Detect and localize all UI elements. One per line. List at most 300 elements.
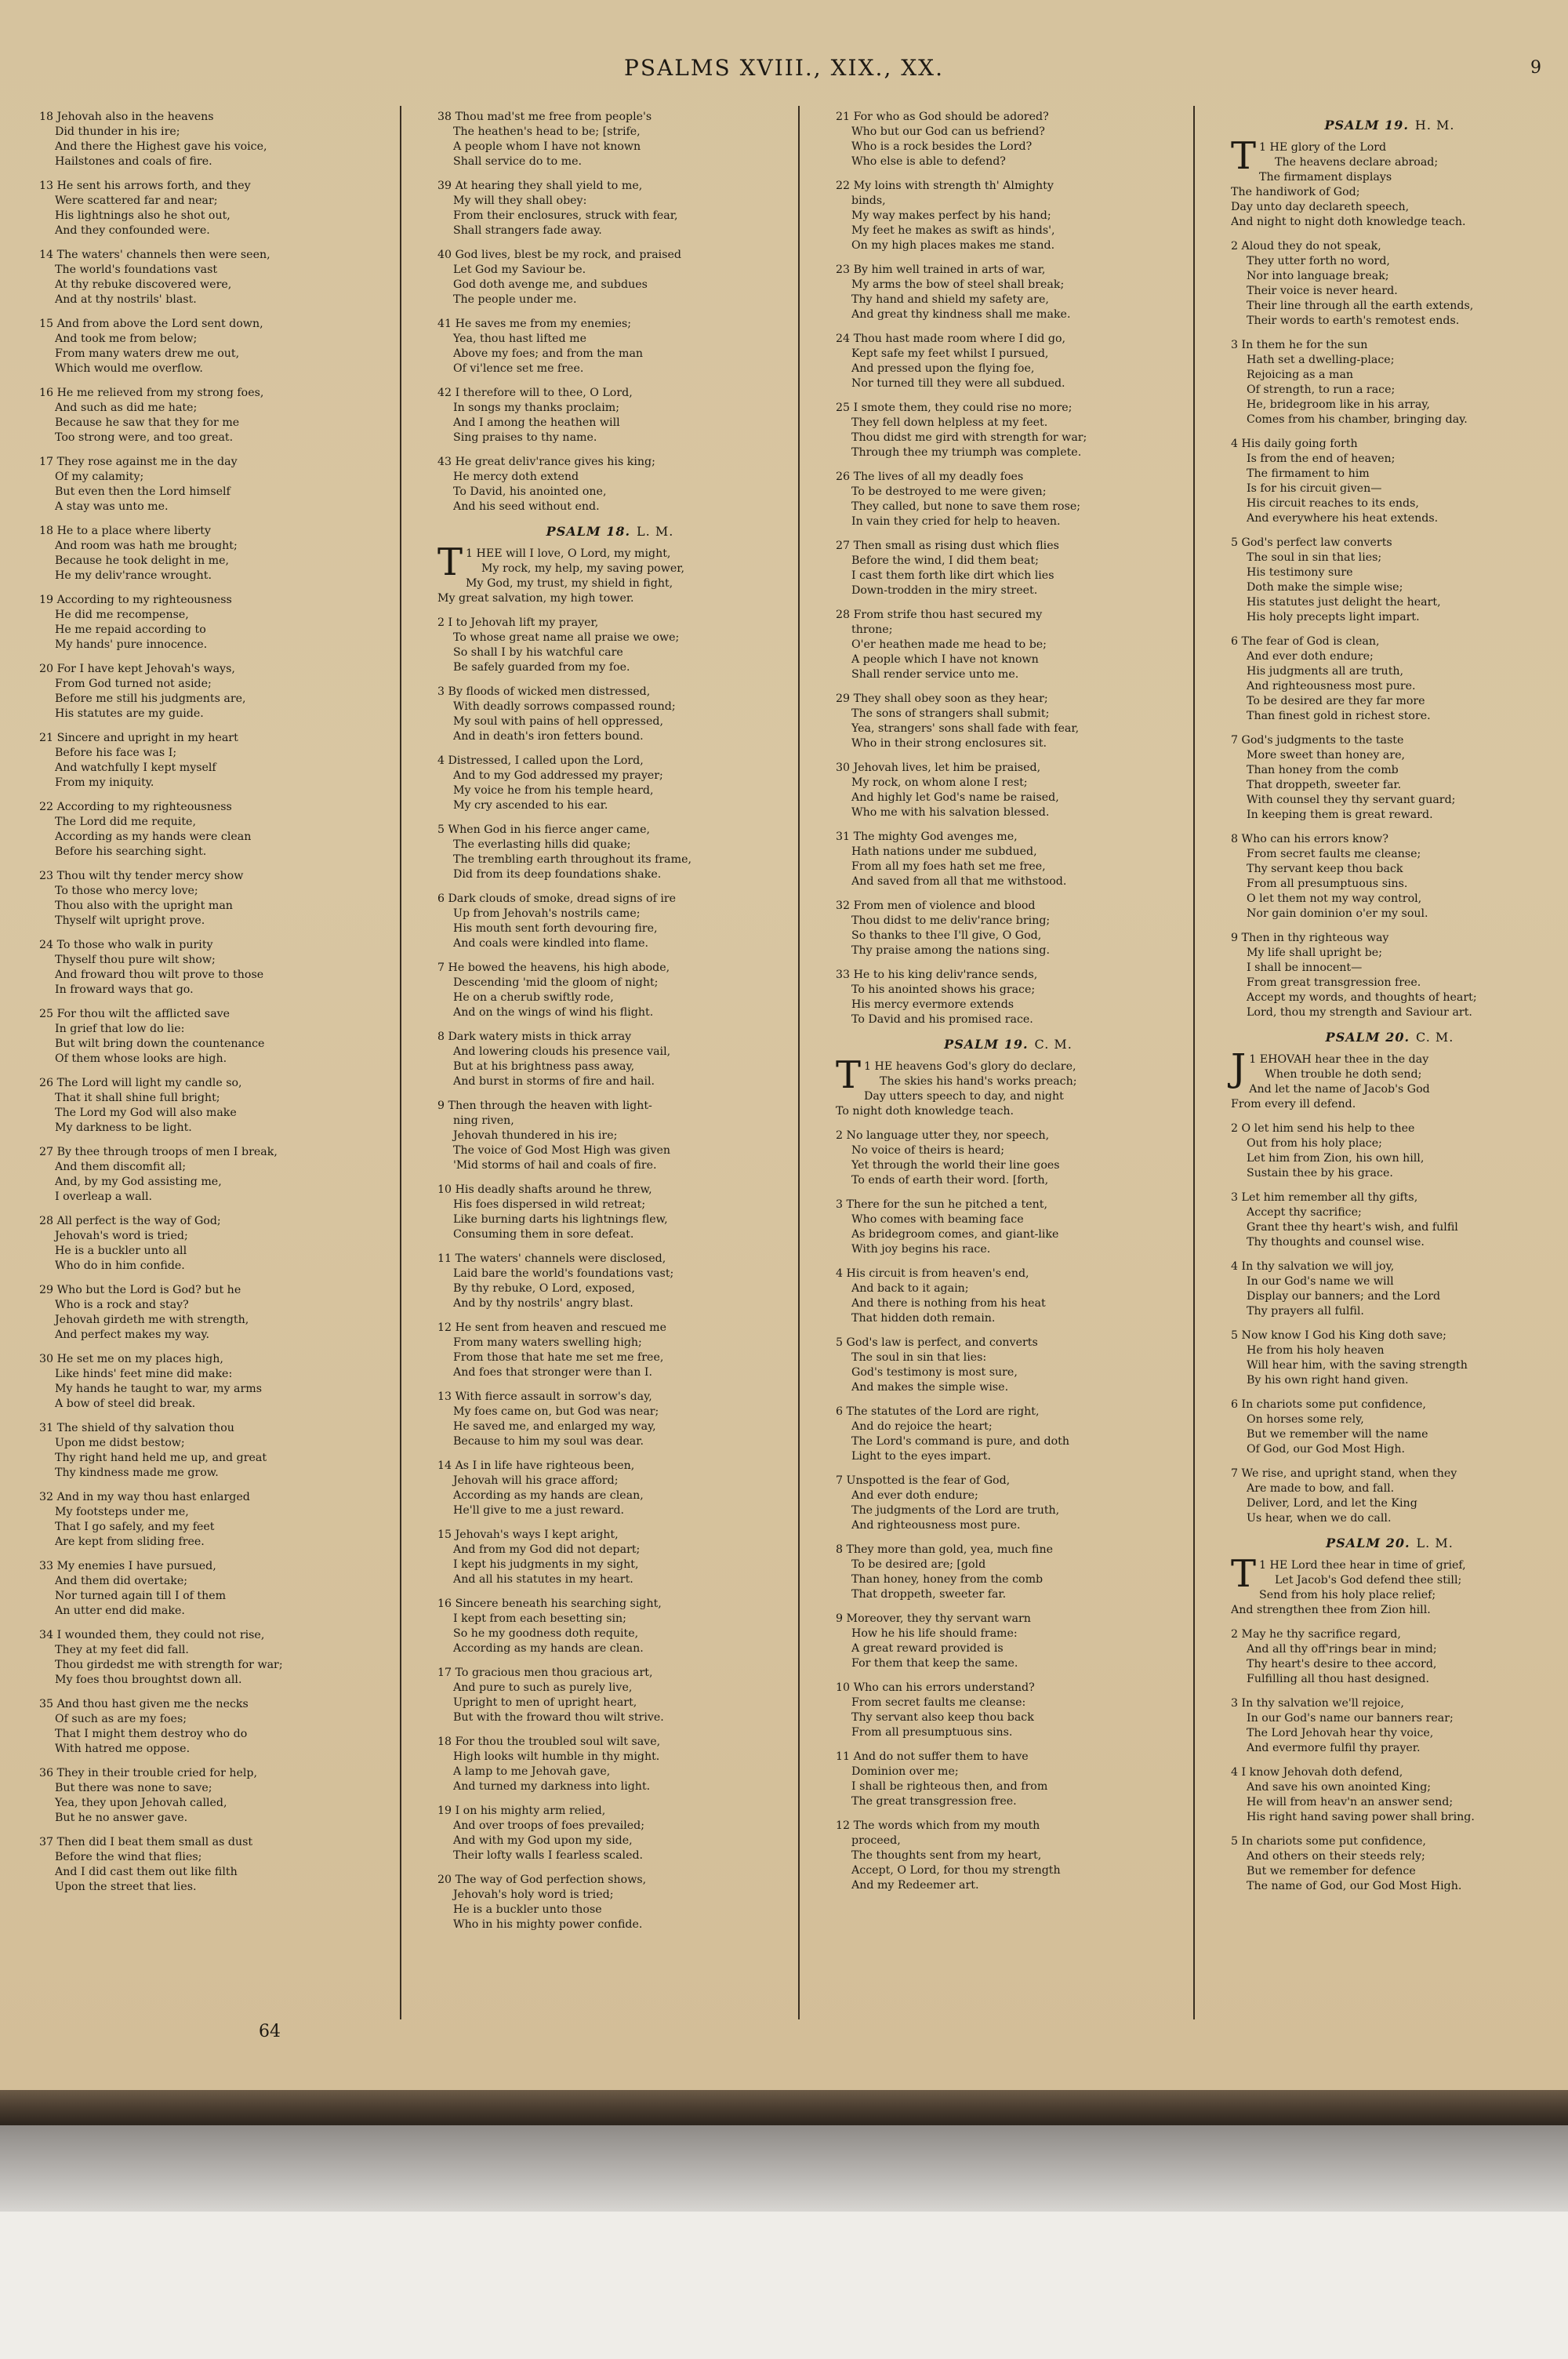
verse-line: Yea, strangers' sons shall fade with fear,: [851, 722, 1080, 735]
verse-line: throne;: [851, 623, 893, 636]
verse-line: 3 Let him remember all thy gifts,: [1231, 1191, 1418, 1204]
verse-line: 3 In them he for the sun: [1231, 339, 1368, 351]
verse: [1231, 1190, 1548, 1250]
verse-line: Let him from Zion, his own hill,: [1247, 1152, 1425, 1165]
psalm-title: PSALM 19.: [1324, 118, 1409, 133]
verse-line: And to my God addressed my prayer;: [453, 769, 663, 782]
verse-line: O let them not my way control,: [1247, 892, 1422, 905]
verse-line: How he his life should frame:: [851, 1627, 1018, 1640]
verse: [836, 539, 1181, 598]
verse-line: The Lord's command is pure, and doth: [851, 1435, 1070, 1448]
verse: [1231, 733, 1548, 823]
verse: [39, 179, 384, 238]
verse-line: Fulfilling all thou hast designed.: [1247, 1673, 1429, 1685]
verse-line: My God, my trust, my shield in fight,: [466, 577, 673, 590]
verse-line: He on a cherub swiftly rode,: [453, 991, 614, 1004]
verse-line: And foes that stronger were than I.: [453, 1366, 652, 1379]
verse-line: In our God's name we will: [1247, 1275, 1394, 1288]
verse: [836, 692, 1181, 751]
verse-line: The thoughts sent from my heart,: [851, 1849, 1042, 1862]
verse-line: He did me recompense,: [55, 609, 189, 621]
verse-line: Rejoicing as a man: [1247, 369, 1354, 381]
verse-line: The Lord my God will also make: [55, 1107, 237, 1119]
column-divider: [798, 106, 800, 2019]
verse-line: The soul in sin that lies;: [1247, 551, 1382, 564]
verse-line: And let the name of Jacob's God: [1249, 1083, 1430, 1096]
verse-line: Thyself wilt upright prove.: [55, 914, 205, 927]
verse: [39, 731, 384, 791]
verse-line: 14 As I in life have righteous been,: [437, 1459, 635, 1472]
verse-line: My way makes perfect by his hand;: [851, 209, 1051, 222]
verse-line: 6 In chariots some put confidence,: [1231, 1398, 1426, 1411]
verse-line: 9 Then through the heaven with light-: [437, 1100, 652, 1112]
verse-line: And righteousness most pure.: [1247, 680, 1416, 692]
drop-cap: T: [836, 1053, 862, 1097]
verse: [1231, 931, 1548, 1020]
verse-line: 37 Then did I beat them small as dust: [39, 1836, 253, 1848]
verse-line: 5 God's law is perfect, and converts: [836, 1336, 1038, 1349]
verse-line: His statutes are my guide.: [55, 707, 204, 720]
verse-line: More sweet than honey are,: [1247, 749, 1406, 761]
verse-line: And burst in storms of fire and hail.: [453, 1075, 655, 1088]
verse-line: And by thy nostrils' angry blast.: [453, 1297, 633, 1310]
verse-line: Jehovah's holy word is tried;: [453, 1888, 614, 1901]
verse-line: And evermore fulfil thy prayer.: [1247, 1742, 1421, 1754]
verse-line: 1 HEE will I love, O Lord, my might,: [466, 547, 671, 560]
verse: [437, 317, 782, 376]
verse-line: Because he took delight in me,: [55, 554, 230, 567]
verse-line: From all presumptuous sins.: [851, 1726, 1013, 1739]
verse-line: 18 For thou the troubled soul wilt save,: [437, 1736, 661, 1748]
verse: [1231, 134, 1548, 230]
verse-line: To whose great name all praise we owe;: [453, 631, 680, 644]
verse: [1231, 1627, 1548, 1687]
verse-line: For them that keep the same.: [851, 1657, 1018, 1670]
verse-line: My rock, on whom alone I rest;: [851, 776, 1028, 789]
verse-line: And ever doth endure;: [851, 1489, 978, 1502]
verse: [1231, 1046, 1548, 1112]
verse-line: 24 To those who walk in purity: [39, 939, 213, 951]
verse: [437, 1321, 782, 1380]
verse-line: Who else is able to defend?: [851, 155, 1006, 168]
verse-line: Laid bare the world's foundations vast;: [453, 1267, 674, 1280]
verse-line: Like burning darts his lightnings flew,: [453, 1213, 668, 1226]
verse-line: A great reward provided is: [851, 1642, 1004, 1655]
verse-line: 27 By thee through troops of men I break,: [39, 1146, 278, 1158]
verse-line: The voice of God Most High was given: [453, 1144, 670, 1157]
verse-line: But he no answer gave.: [55, 1812, 188, 1824]
verse: [39, 1214, 384, 1274]
verse: [39, 593, 384, 652]
verse-line: 35 And thou hast given me the necks: [39, 1698, 249, 1710]
drop-cap: J: [1231, 1046, 1247, 1090]
verse-line: And turned my darkness into light.: [453, 1780, 651, 1793]
verse-line: In froward ways that go.: [55, 983, 194, 996]
verse-line: But at his brightness pass away,: [453, 1060, 635, 1073]
drop-cap: T: [437, 540, 463, 584]
verse: [437, 961, 782, 1020]
verse-line: Up from Jehovah's nostrils came;: [453, 907, 641, 920]
verse-line: In songs my thanks proclaim;: [453, 402, 620, 414]
verse-line: 21 Sincere and upright in my heart: [39, 732, 238, 744]
verse: [39, 1352, 384, 1412]
verse-line: Of my calamity;: [55, 471, 144, 483]
verse: [437, 1597, 782, 1656]
verse-line: Day unto day declareth speech,: [1231, 201, 1410, 213]
verse: [836, 608, 1181, 682]
verse-line: Shall strangers fade away.: [453, 224, 602, 237]
verse-line: 6 The statutes of the Lord are right,: [836, 1405, 1040, 1418]
verse: [437, 1804, 782, 1863]
verse-line: And on the wings of wind his flight.: [453, 1006, 654, 1019]
verse-line: A bow of steel did break.: [55, 1398, 196, 1410]
verse-line: O'er heathen made me head to be;: [851, 638, 1047, 651]
verse-line: Thy prayers all fulfil.: [1247, 1305, 1364, 1318]
verse: [39, 938, 384, 998]
verse: [437, 892, 782, 951]
verse-line: 2 May he thy sacrifice regard,: [1231, 1628, 1401, 1641]
verse-line: Upon me didst bestow;: [55, 1437, 185, 1449]
verse: [836, 263, 1181, 322]
verse-line: From great transgression free.: [1247, 976, 1421, 989]
text-column-4: [1231, 110, 1548, 1903]
verse-line: But with the froward thou wilt strive.: [453, 1711, 664, 1724]
verse: [836, 1129, 1181, 1188]
verse: [1231, 634, 1548, 724]
column-divider: [1193, 106, 1195, 2019]
verse-line: 2 Aloud they do not speak,: [1231, 240, 1381, 253]
verse-line: That hidden doth remain.: [851, 1312, 996, 1325]
psalm-meter: C. M.: [1416, 1030, 1454, 1045]
verse-line: My footsteps under me,: [55, 1506, 189, 1518]
verse-line: From those that hate me set me free,: [453, 1351, 664, 1364]
verse-line: 4 I know Jehovah doth defend,: [1231, 1766, 1403, 1779]
verse-line: To David and his promised race.: [851, 1013, 1033, 1026]
verse-line: 2 I to Jehovah lift my prayer,: [437, 616, 599, 629]
verse-line: Before his searching sight.: [55, 845, 207, 858]
verse-line: 9 Moreover, they thy servant warn: [836, 1612, 1031, 1625]
verse: [1231, 1467, 1548, 1526]
verse: [437, 754, 782, 813]
text-column-1: [39, 110, 384, 1904]
verse-line: 36 They in their trouble cried for help,: [39, 1767, 258, 1779]
verse-line: 38 Thou mad'st me free from people's: [437, 111, 652, 123]
verse-line: But wilt bring down the countenance: [55, 1038, 265, 1050]
verse: [1231, 1329, 1548, 1388]
psalm-meter: L. M.: [1416, 1536, 1454, 1550]
verse-line: Yea, they upon Jehovah called,: [55, 1797, 227, 1809]
verse-line: From every ill defend.: [1231, 1098, 1356, 1110]
verse-line: 15 Jehovah's ways I kept aright,: [437, 1528, 619, 1541]
verse: [1231, 239, 1548, 329]
verse-line: And at thy nostrils' blast.: [55, 293, 197, 306]
verse-line: Before me still his judgments are,: [55, 692, 246, 705]
verse-line: Are made to bow, and fall.: [1247, 1482, 1395, 1495]
verse-line: The handiwork of God;: [1231, 186, 1360, 198]
verse-line: He, bridegroom like in his array,: [1247, 398, 1430, 411]
verse-line: I kept from each besetting sin;: [453, 1612, 626, 1625]
verse-line: And there is nothing from his heat: [851, 1297, 1046, 1310]
verse-line: Because to him my soul was dear.: [453, 1435, 644, 1448]
verse-line: 32 And in my way thou hast enlarged: [39, 1491, 250, 1503]
verse-line: 9 Then in thy righteous way: [1231, 932, 1389, 944]
verse-line: 39 At hearing they shall yield to me,: [437, 180, 643, 192]
psalm-title: PSALM 20.: [1325, 1030, 1410, 1045]
verse: [1231, 1834, 1548, 1894]
verse: [836, 332, 1181, 391]
verse-line: He is a buckler unto all: [55, 1245, 187, 1257]
verse-line: Who in their strong enclosures sit.: [851, 737, 1047, 750]
verse-line: He will from heav'n an answer send;: [1247, 1796, 1454, 1808]
verse-line: His lightnings also he shot out,: [55, 209, 230, 222]
verse-line: My foes thou broughtst down all.: [55, 1674, 242, 1686]
psalm-title: PSALM 19.: [944, 1037, 1029, 1052]
psalm-heading: [1231, 118, 1548, 133]
verse-line: My hands he taught to war, my arms: [55, 1383, 262, 1395]
verse-line: And from my God did not depart;: [453, 1543, 641, 1556]
verse-line: 8 Who can his errors know?: [1231, 833, 1388, 845]
verse: [836, 1267, 1181, 1326]
verse: [836, 968, 1181, 1027]
verse-line: My foes came on, but God was near;: [453, 1405, 659, 1418]
verse-line: 7 We rise, and upright stand, when they: [1231, 1467, 1457, 1480]
verse-line: Comes from his chamber, bringing day.: [1247, 413, 1468, 426]
verse-line: Their lofty walls I fearless scaled.: [453, 1849, 644, 1862]
verse: [39, 662, 384, 722]
verse-line: Will hear him, with the saving strength: [1247, 1359, 1468, 1372]
verse-line: 15 And from above the Lord sent down,: [39, 318, 263, 330]
verse-line: 17 To gracious men thou gracious art,: [437, 1667, 653, 1679]
verse-line: Be safely guarded from my foe.: [453, 661, 630, 674]
page-mark: 9: [1530, 58, 1541, 78]
column-divider: [400, 106, 401, 2019]
verse: [836, 401, 1181, 460]
verse-line: 33 He to his king deliv'rance sends,: [836, 969, 1038, 981]
verse-line: Accept, O Lord, for thou my strength: [851, 1864, 1061, 1877]
verse-line: But we remember for defence: [1247, 1865, 1416, 1877]
verse-line: 'Mid storms of hail and coals of fire.: [453, 1159, 657, 1172]
psalm-heading: [1231, 1536, 1548, 1550]
verse-line: To David, his anointed one,: [453, 485, 607, 498]
drop-cap: T: [1231, 1552, 1257, 1596]
verse-line: 18 Jehovah also in the heavens: [39, 111, 214, 123]
verse-line: 30 Jehovah lives, let him be praised,: [836, 761, 1041, 774]
verse-line: Yet through the world their line goes: [851, 1159, 1060, 1172]
verse: [1231, 1398, 1548, 1457]
verse: [39, 800, 384, 860]
verse-line: From many waters swelling high;: [453, 1336, 642, 1349]
psalm-meter: H. M.: [1414, 118, 1455, 133]
psalm-heading: [1231, 1030, 1548, 1045]
verse-line: Nor turned till they were all subdued.: [851, 377, 1065, 390]
verse-line: proceed,: [851, 1834, 901, 1847]
verse: [437, 1099, 782, 1173]
verse-line: He is a buckler unto those: [453, 1903, 602, 1916]
verse-line: 43 He great deliv'rance gives his king;: [437, 456, 655, 468]
verse-line: And his seed without end.: [453, 500, 600, 513]
verse: [836, 1336, 1181, 1395]
verse-line: 28 From strife thou hast secured my: [836, 609, 1043, 621]
verse-line: Hath set a dwelling-place;: [1247, 354, 1395, 366]
verse-line: And I did cast them out like filth: [55, 1866, 238, 1878]
verse-line: To ends of earth their word. [forth,: [851, 1174, 1049, 1187]
psalm-title: PSALM 20.: [1326, 1536, 1410, 1550]
verse: [437, 1459, 782, 1518]
verse-line: 18 He to a place where liberty: [39, 525, 211, 537]
verse: [39, 1697, 384, 1757]
verse: [1231, 1765, 1548, 1825]
verse-line: Display our banners; and the Lord: [1247, 1290, 1441, 1303]
verse-line: The name of God, our God Most High.: [1247, 1880, 1462, 1892]
verse-line: And all his statutes in my heart.: [453, 1573, 633, 1586]
verse-line: 22 My loins with strength th' Almighty: [836, 180, 1054, 192]
verse-line: My hands' pure innocence.: [55, 638, 208, 651]
verse-line: Of vi'lence set me free.: [453, 362, 584, 375]
verse-line: Jehovah will his grace afford;: [453, 1474, 619, 1487]
verse-line: 5 When God in his fierce anger came,: [437, 823, 651, 836]
verse-line: The soul in sin that lies:: [851, 1351, 987, 1364]
verse-line: His right hand saving power shall bring.: [1247, 1811, 1475, 1823]
verse-line: 24 Thou hast made room where I did go,: [836, 333, 1065, 345]
verse-line: Too strong were, and too great.: [55, 431, 234, 444]
verse-line: 8 Dark watery mists in thick array: [437, 1030, 632, 1043]
verse-line: Is from the end of heaven;: [1247, 453, 1396, 465]
verse-line: My soul with pains of hell oppressed,: [453, 715, 663, 728]
verse: [437, 1528, 782, 1587]
verse: [437, 248, 782, 307]
verse-line: And froward thou wilt prove to those: [55, 969, 264, 981]
verse-line: And in death's iron fetters bound.: [453, 730, 644, 743]
verse-line: 16 Sincere beneath his searching sight,: [437, 1598, 662, 1610]
verse-line: 4 Distressed, I called upon the Lord,: [437, 754, 644, 767]
verse-line: Who in his mighty power confide.: [453, 1918, 643, 1931]
verse-line: And everywhere his heat extends.: [1247, 512, 1439, 525]
verse-line: The skies his hand's works preach;: [880, 1075, 1077, 1088]
verse-line: With hatred me oppose.: [55, 1743, 191, 1755]
verse-line: And night to night doth knowledge teach.: [1231, 216, 1466, 228]
verse-line: To his anointed shows his grace;: [851, 983, 1036, 996]
verse-line: 23 Thou wilt thy tender mercy show: [39, 870, 244, 882]
verse-line: 28 All perfect is the way of God;: [39, 1215, 221, 1227]
verse: [39, 1628, 384, 1688]
verse-line: 12 The words which from my mouth: [836, 1819, 1040, 1832]
verse: [437, 1252, 782, 1311]
verse-line: Out from his holy place;: [1247, 1137, 1382, 1150]
verse: [39, 869, 384, 929]
verse-line: My darkness to be light.: [55, 1121, 192, 1134]
verse: [39, 1283, 384, 1343]
verse-line: The people under me.: [453, 293, 577, 306]
verse-line: 8 They more than gold, yea, much fine: [836, 1543, 1054, 1556]
verse-line: By his own right hand given.: [1247, 1374, 1409, 1387]
verse-line: Above my foes; and from the man: [453, 347, 644, 360]
verse-line: So thanks to thee I'll give, O God,: [851, 929, 1042, 942]
verse-line: 4 In thy salvation we will joy,: [1231, 1260, 1395, 1273]
verse-line: Their words to earth's remotest ends.: [1247, 314, 1460, 327]
verse-line: And such as did me hate;: [55, 402, 198, 414]
verse-line: That it shall shine full bright;: [55, 1092, 220, 1104]
verse: [39, 524, 384, 583]
verse-line: And all thy off'rings bear in mind;: [1247, 1643, 1437, 1656]
verse-line: Jehovah thundered in his ire;: [453, 1129, 618, 1142]
verse-line: My feet he makes as swift as hinds',: [851, 224, 1055, 237]
verse: [39, 1766, 384, 1826]
verse: [437, 540, 782, 606]
verse: [437, 1183, 782, 1242]
verse-line: 22 According to my righteousness: [39, 801, 232, 813]
verse-line: My arms the bow of steel shall break;: [851, 278, 1065, 291]
verse-line: From God turned not aside;: [55, 678, 212, 690]
verse-line: Sustain thee by his grace.: [1247, 1167, 1393, 1180]
verse: [1231, 1696, 1548, 1756]
verse: [39, 317, 384, 376]
verse-line: And my Redeemer art.: [851, 1879, 979, 1892]
verse-line: I shall be innocent—: [1247, 961, 1363, 974]
verse-line: Accept thy sacrifice;: [1247, 1206, 1362, 1219]
verse: [836, 179, 1181, 253]
verse-line: His statutes just delight the heart,: [1247, 596, 1441, 609]
verse-line: The heavens declare abroad;: [1275, 156, 1439, 169]
verse-line: 26 The Lord will light my candle so,: [39, 1077, 242, 1089]
verse-line: 33 My enemies I have pursued,: [39, 1560, 216, 1572]
verse: [39, 1145, 384, 1205]
verse-line: His circuit reaches to its ends,: [1247, 497, 1419, 510]
verse-line: And makes the simple wise.: [851, 1381, 1009, 1394]
verse-line: Their voice is never heard.: [1247, 285, 1398, 297]
verse-line: And watchfully I kept myself: [55, 761, 216, 774]
verse: [437, 455, 782, 514]
verse-line: Doth make the simple wise;: [1247, 581, 1403, 594]
verse: [437, 1666, 782, 1725]
verse-line: With deadly sorrows compassed round;: [453, 700, 676, 713]
verse-line: High looks wilt humble in thy might.: [453, 1750, 660, 1763]
verse-line: 42 I therefore will to thee, O Lord,: [437, 387, 633, 399]
verse-line: Did thunder in his ire;: [55, 125, 180, 138]
text-column-2: [437, 110, 782, 1942]
verse-line: Grant thee thy heart's wish, and fulfil: [1247, 1221, 1458, 1234]
verse-line: 19 I on his mighty arm relied,: [437, 1805, 606, 1817]
verse-line: So he my goodness doth requite,: [453, 1627, 639, 1640]
psalm-heading: [437, 524, 782, 539]
verse-line: From secret faults me cleanse:: [851, 1696, 1026, 1709]
psalm-meter: C. M.: [1034, 1037, 1073, 1052]
verse: [39, 1076, 384, 1136]
verse-line: Thou didst me gird with strength for war;: [851, 431, 1087, 444]
verse-line: 25 For thou wilt the afflicted save: [39, 1008, 230, 1020]
verse-line: Descending 'mid the gloom of night;: [453, 976, 659, 989]
verse: [836, 1750, 1181, 1809]
verse-line: 29 Who but the Lord is God? but he: [39, 1284, 241, 1296]
verse-line: 7 God's judgments to the taste: [1231, 734, 1404, 747]
verse-line: They called, but none to save them rose;: [851, 500, 1081, 513]
verse-line: Light to the eyes impart.: [851, 1450, 992, 1463]
verse-line: Thou girdedst me with strength for war;: [55, 1659, 283, 1671]
verse-line: The heathen's head to be; [strife,: [453, 125, 641, 138]
verse: [836, 1405, 1181, 1464]
verse-line: To night doth knowledge teach.: [836, 1105, 1014, 1118]
verse-line: 20 The way of God perfection shows,: [437, 1874, 647, 1886]
verse-line: Of such as are my foes;: [55, 1713, 187, 1725]
verse-line: Dominion over me;: [851, 1765, 959, 1778]
verse: [1231, 1552, 1548, 1618]
background-shadow: [0, 2125, 1568, 2212]
verse-line: And righteousness most pure.: [851, 1519, 1021, 1532]
verse-line: And coals were kindled into flame.: [453, 937, 649, 950]
verse-line: Thy right hand held me up, and great: [55, 1452, 267, 1464]
verse-line: At thy rebuke discovered were,: [55, 278, 232, 291]
verse-line: Through thee my triumph was complete.: [851, 446, 1082, 459]
verse-line: I shall be righteous then, and from: [851, 1780, 1048, 1793]
